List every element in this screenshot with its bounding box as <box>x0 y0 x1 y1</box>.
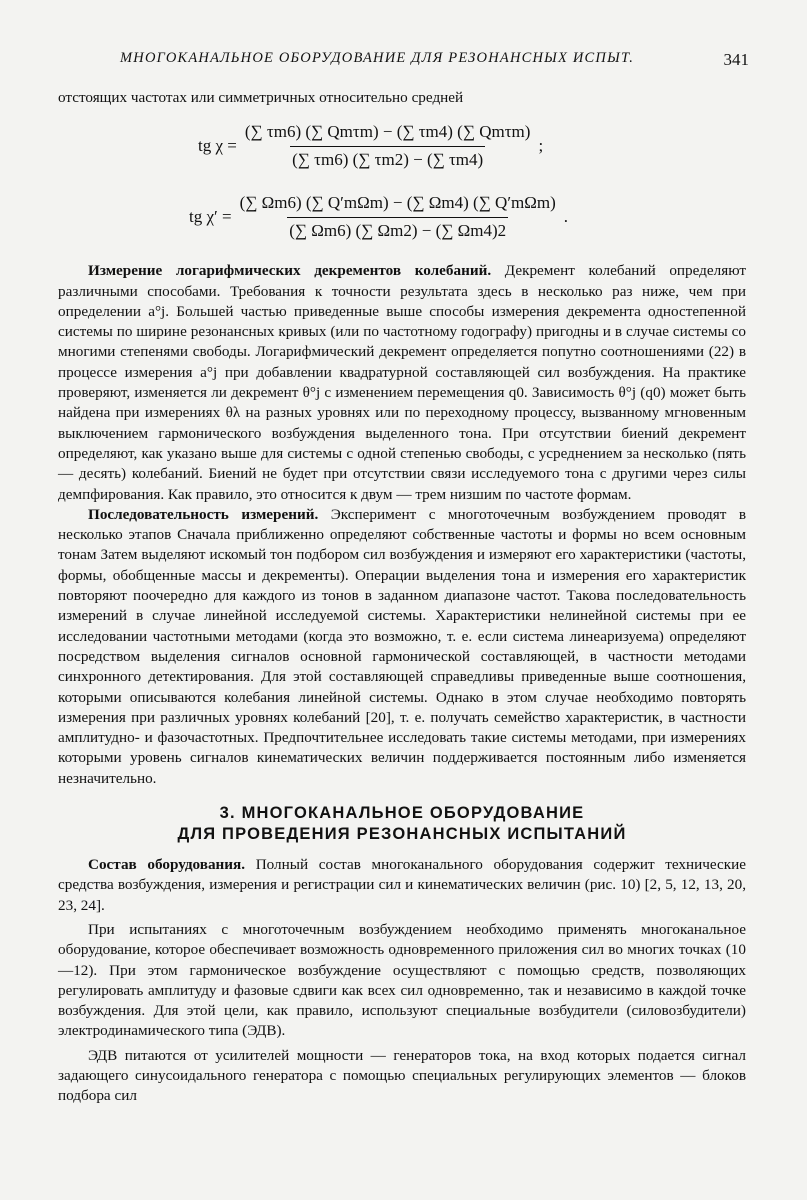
paragraph-heading: Последовательность измерений. <box>88 505 319 523</box>
fraction <box>238 193 558 241</box>
paragraph-multipoint <box>58 920 746 1042</box>
paragraph-text: Декремент колебаний определяют различными способами. Требования к точности результата здесь в несколько раз ниже, чем при определении a°j. Большей частью приведенные выше способы измерения декремента одностепенной системы по ширине резонансных кривых (или по частотному годографу) пригодны и в случае системы со многими степенями свободы. Логарифмический декремент определяется попутно соотношениями (22) в процессе измерения a°j при добавлении квадратурной составляющей сил возбуждения. На практике проверяют, изменяется ли декремент θ°j с изменением перемещения q0. Зависимость θ°j (q0) может быть найдена при измерениях θλ на разных уровнях или по переходному процессу, вызванному мгновенным выключением гармонического возбуждения выделенного тона. При отсутствии биений декремент определяют, как указано выше для системы с одной степенью свободы, с усреднением за несколько (пять — десять) колебаний. Биений не будет при отсутствии связи исследуемого тона с другими через силы демпфирования. Как правило, это относится к двум — трем низшим по частоте формам. <box>58 262 746 503</box>
section-heading <box>58 803 746 845</box>
page-number: 341 <box>723 50 749 69</box>
running-header <box>60 50 749 74</box>
section-heading-line: 3. МНОГОКАНАЛЬНОЕ ОБОРУДОВАНИЕ <box>219 804 585 823</box>
body-text <box>58 88 746 1107</box>
formula-block <box>58 108 746 261</box>
numerator: (∑ τm6) (∑ Qmτm) − (∑ τm4) (∑ Qmτm) <box>244 122 531 142</box>
section-heading-line: ДЛЯ ПРОВЕДЕНИЯ РЕЗОНАНСНЫХ ИСПЫТАНИЙ <box>177 825 627 844</box>
formula-tg-chi <box>198 122 543 170</box>
paragraph-text: При испытаниях с многоточечным возбуждением необходимо применять многоканальное оборудование, которое обеспечивает возможность одновременного приложения сил во многих точках (10—12). При этом гармоническое возбуждение осуществляют с помощью средств, позволяющих регулировать амплитуду и фазовые сдвиги как всех сил одновременно, так и независимо в каждой точке возбуждения. Для этой цели, как правило, используют специальные возбудители (силовозбудители) электродинамического типа (ЭДВ). <box>58 920 746 1040</box>
paragraph-edv <box>58 1046 746 1107</box>
lead-line: отстоящих частотах или симметричных относительно средней <box>58 89 464 106</box>
formula-punct: . <box>563 206 569 226</box>
fraction <box>243 122 533 170</box>
paragraph-heading: Состав оборудования. <box>88 856 246 874</box>
paragraph-text: ЭДВ питаются от усилителей мощности — генераторов тока, на вход которых подается сигнал задающего синусоидального генератора с помощью специальных регулирующих элементов — блоков подбора сил <box>58 1046 746 1105</box>
formula-lhs: tg χ = <box>198 135 237 155</box>
running-title: МНОГОКАНАЛЬНОЕ ОБОРУДОВАНИЕ ДЛЯ РЕЗОНАНСНЫХ ИСПЫТ. <box>120 50 635 66</box>
formula-punct: ; <box>538 135 544 155</box>
denominator: (∑ τm6) (∑ τm2) − (∑ τm4) <box>290 146 485 170</box>
paragraph-equipment <box>58 855 746 916</box>
paragraph-measurement-sequence <box>58 505 746 789</box>
paragraph-text: Полный состав многоканального оборудования содержит технические средства возбуждения, измерения и регистрации сил и кинематических величин (рис. 10) [2, 5, 12, 13, 20, 23, 24]. <box>58 856 747 914</box>
numerator: (∑ Ωm6) (∑ Q′mΩm) − (∑ Ωm4) (∑ Q′mΩm) <box>239 193 556 213</box>
paragraph-heading: Измерение логарифмических декрементов колебаний. <box>88 262 492 280</box>
paragraph-log-decrement <box>58 261 746 505</box>
formula-tg-chi-prime <box>189 193 568 241</box>
denominator: (∑ Ωm6) (∑ Ωm2) − (∑ Ωm4)2 <box>287 217 508 241</box>
formula-lhs: tg χ′ = <box>189 206 232 226</box>
paragraph-text: Эксперимент с многоточечным возбуждением проводят в несколько этапов Сначала приближенно определяют собственные частоты и формы но всем основным тонам Затем выделяют искомый тон подбором сил возбуждения и измеряют его характеристики (частоты, формы, обобщенные массы и декременты). Операции выделения тона и измерения его характеристик повторяют поочередно для каждого из тонов в заданном диапазоне частот. Такова последовательность измерений в случае линейной исследуемой системы. Характеристики нелинейной системы при ее исследовании частотными методами (когда это возможно, т. е. если система линеаризуема) определяют посредством выделения сигналов основной гармонической составляющей, в частности методами синхронного детектирования. Для этой составляющей справедливы приведенные выше соотношения, которыми описываются колебания линейной системы. Однако в этом случае необходимо повторять измерения при различных уровнях колебаний [20], т. е. получать семейство характеристик, в частности амплитудно- и фазочастотных. Предпочтительнее исследовать такие системы методами, при измерениях которыми уровень сигналов кинематических величин поддерживается постоянным либо изменяется незначительно. <box>58 505 746 787</box>
